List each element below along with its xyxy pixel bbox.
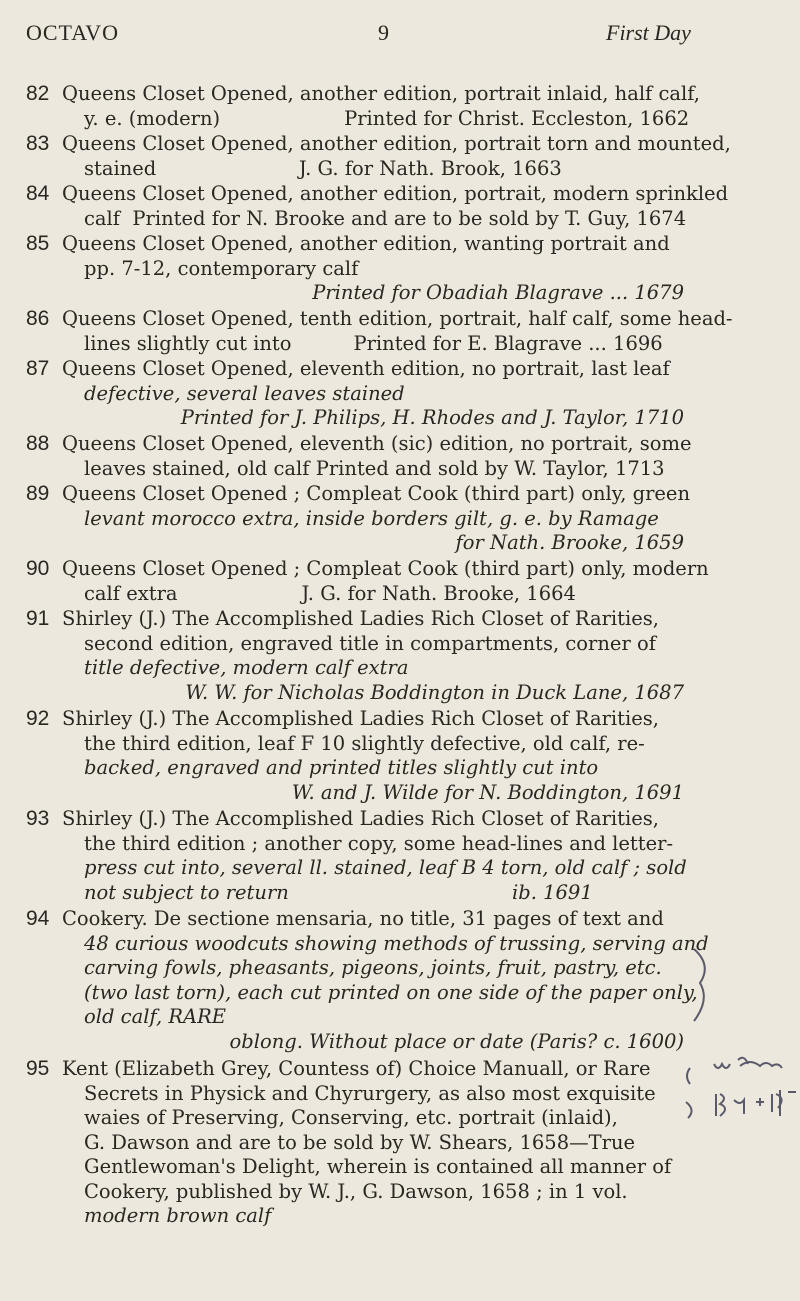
lot-line: Queens Closet Opened ; Compleat Cook (third part) only, green	[62, 482, 691, 505]
lot-line: Queens Closet Opened, eleventh (sic) edition, no portrait, some	[62, 432, 692, 455]
lot-line: Kent (Elizabeth Grey, Countess of) Choice Manuall, or Rare	[62, 1057, 651, 1080]
handwritten-note-icon	[680, 1050, 798, 1130]
header-format: OCTAVO	[26, 20, 120, 45]
lot-line: calf extra J. G. for Nath. Brooke, 1664	[84, 581, 576, 605]
lot-number: 91	[26, 607, 50, 630]
lot-number: 87	[26, 357, 50, 380]
lot-line: 48 curious woodcuts showing methods of trussing, serving and	[84, 931, 709, 955]
lot-line: G. Dawson and are to be sold by W. Shears, 1658—True	[84, 1130, 636, 1154]
lot-number: 94	[26, 907, 50, 930]
lot-number: 86	[26, 307, 50, 330]
lot-line: Cookery. De sectione mensaria, no title, 31 pages of text and	[62, 907, 664, 930]
lot-line: the third edition ; another copy, some head-lines and letter-	[84, 831, 674, 855]
lot-line: Gentlewoman's Delight, wherein is contained all manner of	[84, 1155, 672, 1178]
lot-line: leaves stained, old calf Printed and sold by W. Taylor, 1713	[84, 456, 665, 480]
lot-line: old calf, RARE	[84, 1005, 227, 1028]
lot-number: 95	[26, 1057, 50, 1080]
lot-line: waies of Preserving, Conserving, etc. portrait (inlaid),	[84, 1106, 618, 1129]
lot-line: Queens Closet Opened, tenth edition, portrait, half calf, some head-	[62, 307, 733, 330]
lot-number: 90	[26, 557, 50, 580]
lot-number: 82	[26, 82, 50, 105]
lot-line: title defective, modern calf extra	[84, 656, 409, 679]
lot-line: for Nath. Brooke, 1659	[455, 531, 684, 554]
lot-line: second edition, engraved title in compartments, corner of	[84, 631, 656, 655]
lot-line: the third edition, leaf F 10 slightly defective, old calf, re-	[84, 731, 645, 755]
lot-line: W. and J. Wilde for N. Boddington, 1691	[291, 780, 684, 804]
lot-line: Shirley (J.) The Accomplished Ladies Rich Closet of Rarities,	[62, 707, 659, 730]
lot-line: Queens Closet Opened ; Compleat Cook (third part) only, modern	[62, 557, 709, 580]
lot-line: levant morocco extra, inside borders gilt, g. e. by Ramage	[84, 506, 659, 530]
lot-line: W. W. for Nicholas Boddington in Duck Lane, 1687	[185, 680, 684, 704]
page-number: 9	[378, 20, 389, 45]
lot-line: (two last torn), each cut printed on one side of the paper only,	[84, 980, 698, 1004]
lot-line: pp. 7-12, contemporary calf	[84, 256, 359, 280]
lot-line: backed, engraved and printed titles slightly cut into	[84, 756, 599, 779]
lot-line: stained J. G. for Nath. Brook, 1663	[84, 156, 562, 180]
lot-number: 84	[26, 182, 50, 205]
lot-line: carving fowls, pheasants, pigeons, joints, fruit, pastry, etc.	[84, 956, 662, 979]
lot-line: Secrets in Physick and Chyrurgery, as also most exquisite	[84, 1081, 656, 1105]
lot-number: 88	[26, 432, 50, 455]
header-day: First Day	[606, 20, 691, 45]
lot-number: 92	[26, 707, 50, 730]
lot-line: Shirley (J.) The Accomplished Ladies Rich Closet of Rarities,	[62, 807, 659, 830]
lot-line: Queens Closet Opened, another edition, wanting portrait and	[62, 232, 670, 255]
lot-line: Queens Closet Opened, another edition, portrait torn and mounted,	[62, 132, 731, 155]
lot-line: Printed for Obadiah Blagrave ... 1679	[312, 281, 684, 304]
handwritten-bracket-icon	[688, 945, 718, 1025]
lot-number: 89	[26, 482, 50, 505]
lot-line: modern brown calf	[84, 1204, 272, 1227]
lot-number: 85	[26, 232, 50, 255]
lot-number: 83	[26, 132, 50, 155]
lot-line: Printed for J. Philips, H. Rhodes and J. Taylor, 1710	[180, 406, 684, 429]
page-header	[0, 20, 800, 50]
lot-line: Cookery, published by W. J., G. Dawson, 1658 ; in 1 vol.	[84, 1179, 628, 1203]
lot-line: not subject to return ib. 1691	[84, 880, 593, 904]
lot-line: Shirley (J.) The Accomplished Ladies Rich Closet of Rarities,	[62, 607, 659, 630]
lot-line: press cut into, several ll. stained, leaf B 4 torn, old calf ; sold	[84, 856, 687, 879]
lot-line: Queens Closet Opened, another edition, portrait inlaid, half calf,	[62, 82, 700, 105]
lot-number: 93	[26, 807, 50, 830]
lot-line: defective, several leaves stained	[84, 381, 405, 405]
lot-line: Queens Closet Opened, eleventh edition, no portrait, last leaf	[62, 357, 670, 380]
lot-line: Queens Closet Opened, another edition, portrait, modern sprinkled	[62, 182, 729, 205]
lot-line: oblong. Without place or date (Paris? c. 1600)	[229, 1029, 684, 1053]
lot-line: y. e. (modern) Printed for Christ. Eccleston, 1662	[84, 106, 690, 130]
lot-line: calf Printed for N. Brooke and are to be sold by T. Guy, 1674	[84, 206, 687, 230]
lot-line: lines slightly cut into Printed for E. Blagrave ... 1696	[84, 331, 663, 355]
